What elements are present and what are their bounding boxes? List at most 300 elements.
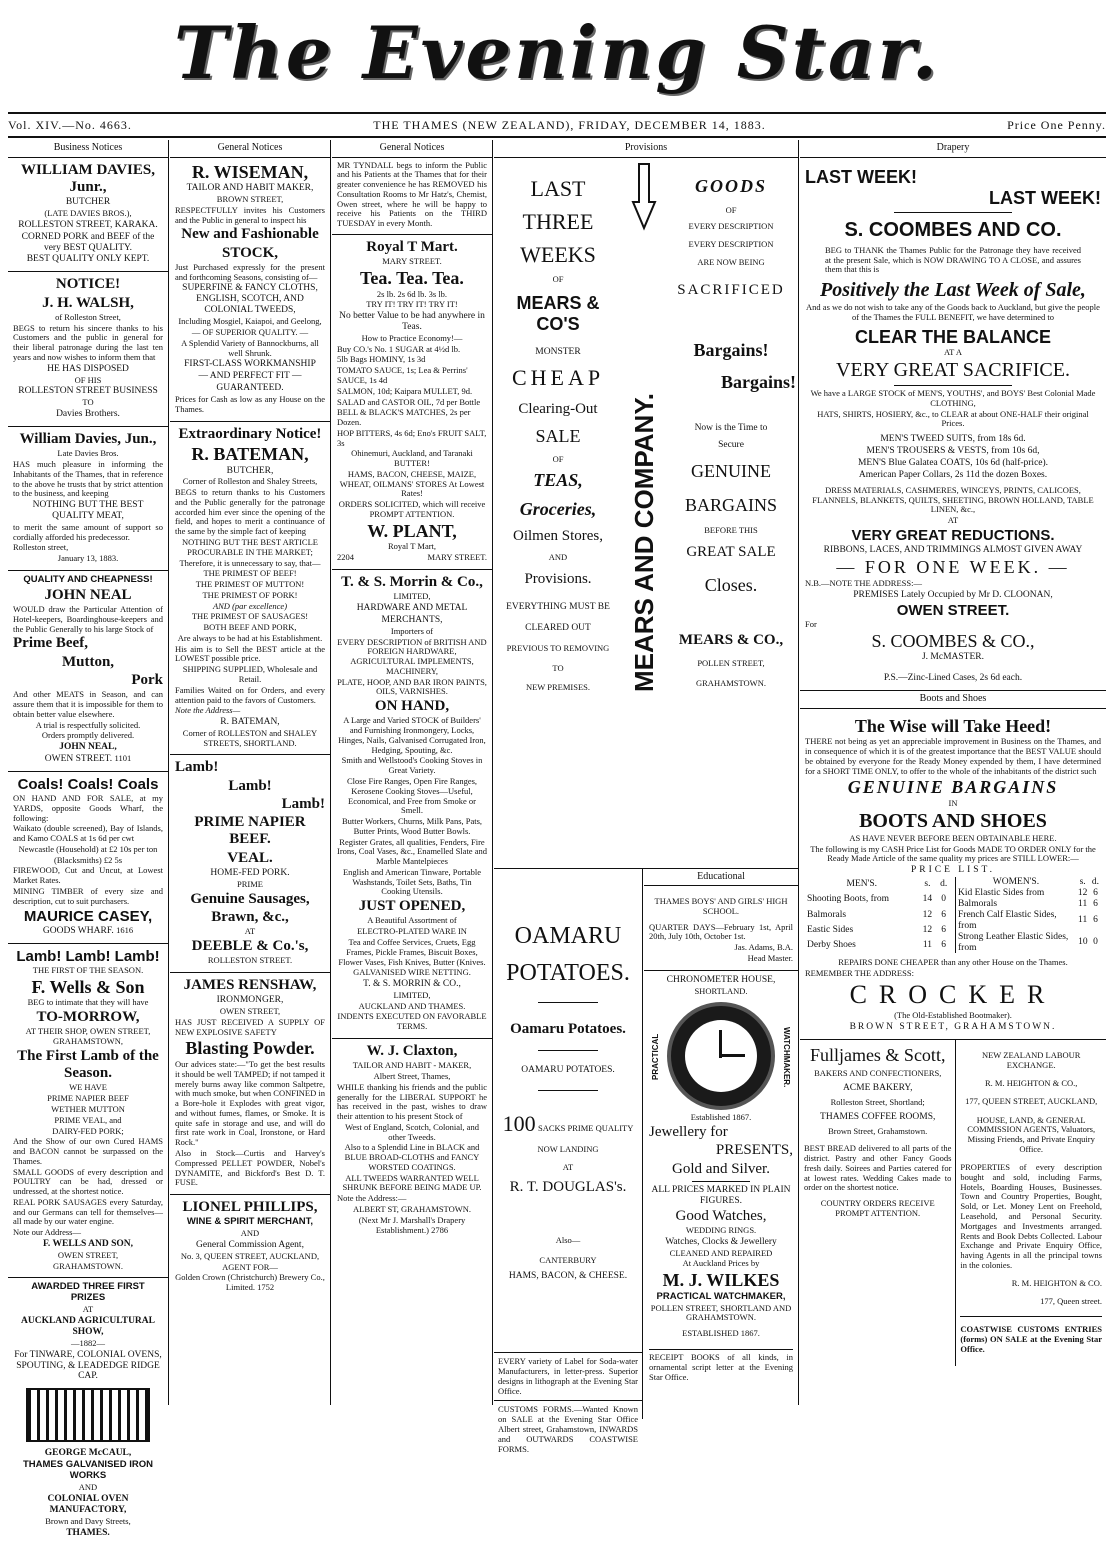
mens-price-table	[805, 877, 951, 953]
ad-text: BEST QUALITY ONLY KEPT.	[26, 254, 150, 265]
ad-bateman	[170, 422, 330, 756]
ad-text: PRACTICAL WATCHMAKER,	[656, 1290, 786, 1302]
ad-text: Head Master.	[747, 952, 793, 963]
ad-text: AS HAVE NEVER BEFORE BEEN OBTAINABLE HERE.	[849, 832, 1057, 843]
ad-text: BEGS to return his sincere thanks to his Customers and the public in general for their liberal patronage during the last ten years and now wishes to inform them that	[13, 322, 163, 362]
ad-text: POLLEN STREET,	[697, 658, 765, 669]
ad-text	[337, 553, 487, 563]
ad-heading: S. COOMBES & CO.,	[871, 630, 1035, 651]
ad-heading: SACRIFICED	[677, 282, 785, 299]
table-cell: Derby Shoes	[807, 940, 856, 951]
ad-text: AND	[548, 552, 568, 563]
table-cell: French Calf Elastic Sides, from	[958, 909, 1057, 931]
ad-text: Buy CO.'s No. 1 SUGAR at 4½d lb.	[337, 343, 461, 354]
table-cell: Shooting Boots, from	[807, 894, 890, 905]
ad-heading: Fulljames & Scott,	[809, 1044, 946, 1065]
ad-text: HAS much pleasure in informing the Inhabitants of the Thames, that in reference to the above he trusts that by strict attention to the business, and keeping	[13, 459, 163, 499]
ad-heading: Lamb!	[228, 777, 272, 794]
ad-text: Butter Workers, Churns, Milk Pans, Pats, Butter Prints, Wood Butter Bowls.	[341, 816, 483, 836]
ad-text: COUNTRY ORDERS RECEIVE PROMPT ATTENTION.	[820, 1198, 935, 1218]
ad-wells-son	[8, 944, 168, 1279]
ad-heading: Positively the Last Week of Sale,	[820, 279, 1086, 302]
ad-heading: STOCK,	[222, 244, 278, 261]
table-cell: Balmorals	[958, 898, 998, 909]
ad-text: MARY STREET.	[382, 256, 442, 267]
ad-text: EVERY DESCRIPTION of BRITISH AND FOREIGN HARDWARE, AGRICULTURAL IMPLEMENTS, MACHINERY,	[337, 636, 487, 676]
ad-text: OWEN STREET,	[219, 1006, 281, 1017]
ad-text: AGENT FOR—	[222, 1261, 278, 1272]
ad-text: Albert Street, Thames,	[373, 1071, 451, 1082]
ad-number: 1616	[116, 924, 134, 935]
column-business-notices	[8, 140, 169, 1538]
ad-text: POLLEN STREET, SHORTLAND AND GRAHAMSTOWN.	[650, 1302, 792, 1323]
ad-davies-butcher	[8, 158, 168, 273]
ad-heading: WEEKS	[520, 242, 596, 268]
divider	[494, 1400, 642, 1401]
ad-text: THE PRIMEST OF BEEF!	[203, 568, 297, 579]
ad-text: OF	[552, 453, 564, 464]
ad-text: WE HAVE	[69, 1082, 107, 1093]
ad-text: General Commission Agent,	[196, 1240, 304, 1250]
ad-text: WINE & SPIRIT MERCHANT,	[186, 1216, 314, 1228]
table-cell: Strong Leather Elastic Sides, from	[958, 931, 1069, 953]
section-header: Educational	[644, 869, 798, 887]
ad-side-label: PRACTICAL	[651, 1034, 660, 1081]
ad-text: Tea and Coffee Services, Cruets, Egg Frames, Pickle Frames, Biscuit Boxes, Flower Vases, Fish Knives, Butter (Knives.	[338, 936, 486, 967]
ad-heading: ACME BAKERY,	[842, 1083, 913, 1093]
ad-heading: PRESENTS,	[715, 1142, 793, 1159]
divider	[538, 1002, 597, 1003]
ad-text: EVERY DESCRIPTION	[688, 239, 774, 250]
mears-right-panel	[666, 162, 796, 689]
ad-text: AUCKLAND AGRICULTURAL SHOW,	[21, 1316, 155, 1337]
ad-text: ORDERS SOLICITED, which will receive PROMPT ATTENTION.	[338, 499, 486, 519]
ad-text: 2s lb. 2s 6d lb. 3s lb.	[376, 288, 448, 299]
ad-text: WEDDING RINGS.	[685, 1224, 757, 1235]
ad-text: For TINWARE, COLONIAL OVENS, SPOUTING, & LEADEDGE RIDGE CAP.	[14, 1349, 162, 1382]
ad-text: ON HAND AND FOR SALE, at my YARDS, opposite Goods Wharf, the following:	[13, 793, 163, 823]
ad-text: 177, QUEEN STREET, AUCKLAND,	[965, 1096, 1098, 1107]
ad-text: THE FIRST OF THE SEASON.	[32, 964, 144, 975]
ad-heading: Oamaru Potatoes.	[510, 1020, 626, 1037]
table-cell: 0	[941, 894, 947, 905]
ad-text: Secure	[718, 439, 744, 450]
table-row	[956, 910, 1102, 932]
column-provisions	[494, 140, 799, 1454]
ad-text: Also—	[555, 1234, 581, 1245]
ad-text: of Rolleston Street,	[55, 311, 121, 322]
ad-text: SALMON, 10d; Kaipara MULLET, 9d.	[337, 385, 473, 396]
ad-address: MARY STREET.	[427, 552, 487, 563]
ad-text: Rolleston Street, Shortland;	[830, 1096, 925, 1107]
ad-heading: CHEAP	[511, 365, 605, 391]
ad-text: CORNED PORK and BEEF of the very BEST QUALITY.	[21, 231, 155, 253]
ad-text: Watches, Clocks & Jewellery	[665, 1236, 777, 1247]
ad-text: R. M. HEIGHTON & CO.	[1011, 1278, 1102, 1289]
ad-heading: OWEN STREET.	[896, 601, 1010, 619]
ad-text: BUTCHER	[65, 197, 111, 207]
ad-text: PREVIOUS TO REMOVING	[506, 642, 610, 653]
ad-heading: THAMES GALVANISED IRON WORKS	[22, 1459, 153, 1482]
table-header: WOMEN'S.	[992, 876, 1040, 887]
ad-heading: GENUINE BARGAINS	[847, 777, 1059, 798]
column-educational	[644, 869, 798, 1389]
ad-heading: M. J. WILKES	[662, 1270, 780, 1291]
ad-text: BROWN STREET,	[216, 194, 284, 205]
ad-address: OWEN STREET.	[44, 753, 113, 764]
ad-heading: GEORGE McCAUL,	[44, 1448, 132, 1459]
ad-heading: J. H. WALSH,	[42, 294, 134, 311]
ad-text: JOHN NEAL,	[59, 742, 117, 753]
ad-text: EVERY variety of Label for Soda-water Manufacturers, in letter-press. Superior designs in lithograph at the Evening Star Office.	[498, 1356, 638, 1396]
ad-heading: William Davies, Jun.,	[19, 431, 157, 447]
ad-text: GRAHAMSTOWN.	[696, 677, 766, 688]
ad-text: NOTHING BUT THE BEST ARTICLE PROCURABLE IN THE MARKET;	[182, 537, 318, 557]
ad-heading: GREAT SALE	[686, 543, 776, 560]
ad-text: VEAL.	[227, 849, 273, 866]
ad-text: American Paper Collars, 2s 11d the dozen Boxes.	[858, 469, 1048, 480]
ad-text: We have a LARGE STOCK of MEN'S, YOUTHS', and BOYS' Best Colonial Made CLOTHING,	[810, 388, 1096, 408]
ad-heading: Lamb!	[175, 759, 219, 776]
ad-text: to merit the same amount of support so cordially afforded his predecessor.	[13, 521, 163, 542]
ad-plant-royal-t-mart	[332, 235, 492, 570]
ad-tyndall: MR TYNDALL begs to inform the Public and his Patients at the Thames that for their greater convenience he has REMOVED his Consultation Rooms to Mr Hatz's, Chemist, Owen street, where he will be happy to receive his Patients on the THIRD TUESDAY in every Month.	[332, 158, 492, 235]
ad-text	[337, 1216, 487, 1236]
ad-text: No. 3, QUEEN STREET, AUCKLAND,	[180, 1250, 320, 1261]
ad-text: RESPECTFULLY invites his Customers and the Public in general to inspect his	[175, 204, 325, 225]
ad-text: RIBBONS, LACES, AND TRIMMINGS ALMOST GIVEN AWAY	[823, 545, 1083, 556]
ad-text: Also to a Splendid Line in BLACK and BLUE BROAD-CLOTHS and FANCY WORSTED COATINGS.	[344, 1142, 480, 1172]
ad-text: Our advices state:—"To get the best results it should be well TAMPED; if not tamped it merely burns away like common Saltpetre, with much smoke, but when CONFINED in a Bore-hole it Explodes with great vigor, and without fumes, flames, or Smoke. It is quite safe in storage and use, and will do first rate work in Coal, Ironstone, or Hard Rock."	[175, 1059, 325, 1148]
ad-number: 1101	[114, 752, 132, 763]
price-list	[805, 877, 1101, 953]
ad-coombes	[800, 158, 1106, 692]
ad-text	[494, 1111, 642, 1136]
ad-text: Clearing-Out	[518, 400, 598, 417]
ad-text	[13, 754, 163, 765]
dateline	[8, 112, 1106, 138]
ad-text: T. & S. MORRIN & CO.,	[363, 979, 461, 990]
ad-text: For	[805, 618, 817, 629]
ad-deeble	[170, 755, 330, 972]
ad-text: OF	[552, 274, 564, 285]
ad-text: THERE not being as yet an appreciable improvement in Business on the Thames, and in consequence of which it is of the greatest importance that the BEST VALUE should be obtained by everyone for the Ready Money expended by them, I have determined for a SHORT TIME ONLY, to offer to the whole of the inhabitants of the district such	[805, 736, 1101, 776]
ad-text: AND (par excellence)	[212, 600, 288, 611]
ad-text: BUTCHER,	[226, 465, 274, 476]
ad-text: OAMARU POTATOES.	[521, 1064, 615, 1075]
ad-text: CLEANED AND REPAIRED	[669, 1247, 773, 1258]
ad-text: AT	[562, 1161, 574, 1172]
ad-text: THAMES.	[66, 1527, 110, 1538]
ad-text: Including Mosgiel, Kaiapoi, and Geelong,	[178, 316, 322, 327]
table-cell: 0	[1093, 937, 1098, 948]
ad-text: DAIRY-FED PORK;	[52, 1125, 124, 1136]
ad-text: GRAHAMSTOWN.	[53, 1260, 123, 1271]
table-cell: Eastic Sides	[807, 925, 854, 935]
ad-text: (The Old-Established Bootmaker).	[894, 1009, 1012, 1020]
ad-text: HOME-FED PORK.	[210, 867, 290, 878]
table-cell: 6	[941, 909, 947, 920]
section-header: Boots and Shoes	[800, 691, 1106, 709]
lower-provisions-section	[494, 869, 798, 1454]
ad-text: AT	[82, 1304, 94, 1315]
table-cell: 6	[941, 940, 947, 951]
ad-text: AND	[240, 1228, 260, 1239]
ad-text: Davies Brothers.	[56, 409, 120, 420]
ad-heading: CROCKER	[849, 979, 1057, 1009]
ad-text: Late Davies Bros.	[57, 448, 119, 459]
table-cell: 12	[922, 909, 933, 920]
ad-text: IRONMONGER,	[216, 995, 284, 1006]
ad-text: HAMS, BACON, & CHEESE.	[508, 1271, 628, 1282]
ad-heading: JUST OPENED,	[358, 898, 466, 915]
ad-text: QUARTER DAYS—February 1st, April 20th, July 10th, October 1st.	[649, 921, 793, 942]
ad-text: EVERY DESCRIPTION	[688, 220, 774, 231]
masthead	[0, 0, 1114, 110]
section-header: Provisions	[494, 140, 798, 158]
ad-heading: ON HAND,	[374, 698, 450, 715]
ad-text: Jas. Adams, B.A.	[734, 942, 793, 953]
ad-heading: LAST WEEK!	[805, 166, 917, 187]
table-cell: 12	[1077, 887, 1088, 898]
ad-heading: THAMES COFFEE ROOMS,	[820, 1111, 936, 1122]
ad-text: BAKERS AND CONFECTIONERS,	[814, 1068, 942, 1079]
womens-price-table	[955, 877, 1101, 953]
ad-text: THE PRIMEST OF SAUSAGES!	[191, 611, 309, 622]
ad-heading: Bargains!	[720, 372, 796, 393]
clock-illustration-block	[649, 1002, 793, 1112]
ad-heading: WILLIAM DAVIES, Junr.,	[21, 161, 155, 195]
ad-text: AND	[78, 1482, 98, 1493]
ad-text: TOMATO SAUCE, 1s; Lea & Perrins' SAUCE, 1s 4d	[337, 365, 468, 385]
ad-text	[13, 926, 163, 937]
ad-text: REPAIRS DONE CHEAPER than any other House on the Thames.	[838, 957, 1068, 968]
ad-text: ALL TWEEDS WARRANTED WELL SHRUNK BEFORE BEING MADE UP.	[342, 1172, 482, 1193]
ad-heading: Jewellery for	[649, 1124, 728, 1141]
ad-heading: THREE	[522, 208, 594, 234]
ad-text: Note our Address—	[13, 1227, 81, 1238]
ad-heading: MAURICE CASEY,	[23, 907, 153, 925]
ad-claxton	[332, 1039, 492, 1241]
table-row	[805, 938, 951, 953]
ad-text: Royal T Mart,	[387, 541, 437, 552]
ad-text: BROWN STREET, GRAHAMSTOWN.	[849, 1021, 1057, 1032]
ad-heading: Lamb! Lamb! Lamb!	[16, 947, 160, 965]
ad-text: THE PRIMEST OF MUTTON!	[195, 579, 305, 590]
ad-text: LIMITED,	[393, 591, 431, 602]
ad-heading: Lamb!	[281, 795, 325, 812]
ad-heading: CHRONOMETER HOUSE,	[666, 974, 776, 985]
ad-text: PRIME NAPIER BEEF	[47, 1093, 129, 1104]
table-header: MEN'S.	[846, 879, 877, 890]
ad-text: Ohinemuri, Auckland, and Taranaki BUTTER!	[351, 448, 473, 469]
ad-text: OF	[725, 205, 737, 216]
ad-text: MEN'S Blue Galatea COATS, 10s 6d (half-price).	[857, 458, 1049, 469]
ad-walsh-notice	[8, 272, 168, 427]
ad-text: HOP BITTERS, 4s 6d; Eno's FRUIT SALT, 3s	[337, 427, 487, 448]
price: Price One Penny.	[1007, 117, 1106, 132]
ad-text: PROPERTIES of every description bought and sold, including Farms, Hotels, Boarding Houses, Businesses. Town and Country Properties, Bought, Sold, or Let. Money Lent on Freehold, Leasehold, and Personal Security. Mortgages and Investments arranged. Rents and Book Debts Collected. Labour Exchange and Private Enquiry Office, having Agents in all the principal towns in the colonies.	[960, 1162, 1102, 1270]
ad-text: REMEMBER THE ADDRESS:	[805, 968, 914, 979]
ad-text: ROLLESTON STREET BUSINESS	[18, 386, 158, 397]
ad-heading: NOTICE!	[55, 276, 121, 293]
ad-heading: CLEAR THE BALANCE	[855, 326, 1051, 347]
ad-high-school	[644, 886, 798, 971]
ad-text: A Large and Varied STOCK of Builders' and Furnishing Ironmongery, Locks, Hinges, Nails, Galvanised Corrugated Iron, Hedging, Spouting, &c.	[338, 715, 486, 755]
ad-text: BEST BREAD delivered to all parts of the district. Pastry and other Fancy Goods fresh daily. Soirees and Parties catered for at lowest rates. Wedding Cakes made to order on the shortest notice.	[804, 1143, 952, 1193]
table-cell: 6	[941, 925, 947, 935]
ad-heading: BARGAINS	[684, 495, 777, 516]
ad-heighton-labour-exchange	[956, 1040, 1106, 1366]
mears-vertical-panel	[626, 162, 662, 862]
ad-quantity: 100	[502, 1110, 536, 1136]
section-header: General Notices	[170, 140, 330, 158]
ad-text: Also in Stock—Curtis and Harvey's Compressed PELLET POWDER, Nobel's DYNAMITE, and Bickford's Best D. T. FUSE.	[175, 1148, 325, 1188]
table-cell: 6	[1093, 915, 1098, 926]
table-cell: 11	[1078, 915, 1088, 926]
ad-oamaru-potatoes	[494, 869, 643, 1454]
place-date: THE THAMES (NEW ZEALAND), FRIDAY, DECEMBER 14, 1883.	[373, 117, 766, 132]
ad-text: TRY IT! TRY IT! TRY IT!	[366, 299, 458, 310]
ad-text: BEFORE THIS	[704, 525, 758, 536]
colonial-oven-illustration	[26, 1388, 150, 1442]
ad-text: —1882—	[71, 1337, 105, 1348]
ad-text: CUSTOMS FORMS.—Wanted Known on SALE at the Evening Star Office Albert street, Grahamstown, INWARDS and OUTWARDS COASTWISE FORMS.	[498, 1404, 638, 1454]
table-header: s.	[1079, 876, 1086, 887]
ad-text: REAL PORK SAUSAGES every Saturday, and our Germans can tell for themselves—all made by our water engine.	[13, 1196, 163, 1227]
ad-text: Established 1867.	[690, 1112, 752, 1123]
ad-text: A Beautiful Assortment of	[367, 915, 457, 926]
ad-heading: DEEBLE & Co.'s,	[191, 937, 309, 954]
divider	[894, 385, 1012, 386]
ad-maurice-casey	[8, 772, 168, 944]
table-row	[805, 892, 951, 907]
ad-number: 2204	[337, 552, 354, 563]
ad-heading: Blasting Powder.	[185, 1038, 315, 1059]
ad-text: RECEIPT BOOKS of all kinds, in ornamental script letter at the Evening Star Office.	[649, 1352, 793, 1382]
ad-text: Brawn, &c.,	[211, 908, 289, 925]
ad-text: P.S.—Zinc-Lined Cases, 2s 6d each.	[883, 673, 1023, 684]
ad-agency: Golden Crown (Christchurch) Brewery Co., Limited.	[175, 1272, 325, 1293]
ad-text: LIMITED,	[393, 989, 431, 1000]
table-cell: 6	[1093, 887, 1098, 898]
table-cell: 10	[1078, 937, 1088, 948]
table-cell: Kid Elastic Sides from	[958, 887, 1045, 898]
ad-text: Close Fire Ranges, Open Fire Ranges, Kerosene Cooking Stoves—Useful, Economical, and Free from Smoke or Smell.	[346, 776, 478, 816]
ad-text: Now is the Time to	[694, 422, 768, 433]
ad-text: PRIME NAPIER BEEF.	[194, 814, 306, 848]
ad-text: (Blacksmiths) £2 5s	[54, 854, 122, 865]
ad-text: And other MEATS in Season, and can assure them that it is impossible for them to obtain better value elsewhere.	[13, 689, 163, 719]
pointing-hand-icon	[629, 162, 659, 232]
ad-heading: — FOR ONE WEEK. —	[836, 557, 1070, 578]
ad-lionel-phillips	[170, 1195, 330, 1299]
table-cell: 14	[922, 894, 933, 905]
ad-text: January 13, 1883.	[57, 553, 119, 564]
ad-text: HE HAS DISPOSED	[47, 363, 129, 374]
table-row	[805, 908, 951, 923]
ad-address: GOODS WHARF.	[42, 925, 114, 936]
ad-heading: R. WISEMAN,	[191, 161, 309, 182]
ad-mears-co	[494, 158, 798, 869]
ad-heading: Coals! Coals! Coals	[17, 775, 159, 793]
ad-text: Newcastle (Household) at £2 10s per ton	[18, 843, 158, 854]
table-row	[805, 923, 951, 938]
ad-text: MERCHANTS,	[381, 614, 443, 625]
ad-heading: MEARS & CO'S	[516, 293, 600, 334]
ad-text: HAS JUST RECEIVED A SUPPLY OF NEW EXPLOSIVE SAFETY	[175, 1016, 325, 1037]
table-header: d.	[940, 879, 948, 890]
ad-text: SMALL GOODS of every description and POULTRY can be had, dressed or undressed, at the shortest notice.	[13, 1166, 163, 1197]
ad-side-label: WATCHMAKER.	[782, 1027, 791, 1088]
bottom-ads	[800, 1040, 1106, 1366]
ad-text: A trial is respectfully solicited.	[35, 719, 141, 730]
ad-text: Rolleston street,	[13, 542, 69, 553]
ad-heading: NEW ZEALAND LABOUR EXCHANGE.	[981, 1050, 1081, 1070]
ad-text: ELECTRO-PLATED WARE IN	[357, 926, 467, 937]
ad-text: Corner of Rolleston and Shaley Streets,	[182, 476, 318, 487]
ad-john-neal	[8, 571, 168, 772]
ad-text: HAMS, BACON, CHEESE, MAIZE, WHEAT, OILMANS' STORES At Lowest Rates!	[339, 468, 485, 499]
ad-text: Prices for Cash as low as any House on the Thames.	[175, 394, 325, 414]
ad-heading: The Wise will Take Heed!	[854, 715, 1052, 736]
ad-number: 2786	[431, 1224, 449, 1235]
ad-text: THE PRIMEST OF PORK!	[202, 589, 298, 600]
ad-text: A Splendid Variety of Bannockburns, all well Shrunk.	[181, 337, 319, 358]
ad-text	[175, 1273, 325, 1293]
ad-text: His aim is to Sell the BEST article at the LOWEST possible price.	[175, 643, 325, 664]
ad-text: Waikato (double screened), Bay of Islands, and Kamo COALS at 1s 6d per cwt	[13, 823, 163, 844]
ad-fulljames-scott	[800, 1040, 956, 1366]
ad-text: ALL PRICES MARKED IN PLAIN FIGURES.	[651, 1184, 791, 1206]
ad-text: TAILOR AND HABIT - MAKER,	[352, 1060, 472, 1071]
ad-george-mccaul	[8, 1278, 168, 1544]
ad-heading: AWARDED THREE FIRST PRIZES	[31, 1281, 145, 1304]
divider	[894, 212, 1012, 213]
ad-text: SUPERFINE & FANCY CLOTHS, ENGLISH, SCOTCH, AND COLONIAL TWEEDS,	[182, 283, 318, 316]
ad-text: TO	[82, 397, 94, 408]
ad-text: Are always to be had at his Establishment.	[177, 632, 323, 643]
ad-heading: POTATOES.	[506, 960, 630, 987]
ad-text: Oilmen Stores,	[513, 527, 603, 544]
ad-note: (Next Mr J. Marshall's Drapery Establishment.)	[358, 1214, 466, 1235]
ad-heading: OAMARU	[514, 922, 622, 949]
ad-text: OWEN STREET,	[57, 1249, 119, 1260]
column-general-notices-2	[332, 140, 493, 1405]
ad-heading: Gold and Silver.	[672, 1160, 770, 1177]
section-header: General Notices	[332, 140, 492, 158]
ad-text: West of England, Scotch, Colonial, and other Tweeds.	[345, 1121, 479, 1142]
ad-heading: MEARS & CO.,	[678, 631, 784, 648]
ad-number: 1752	[257, 1282, 275, 1293]
ad-text: NOW LANDING	[537, 1143, 599, 1154]
table-cell: 11	[1078, 898, 1088, 909]
ad-text: HOUSE, LAND, & GENERAL COMMISSION AGENTS, Valuators, Missing Friends, and Private Enquiry Office.	[967, 1114, 1096, 1154]
ad-text: (LATE DAVIES BROS.),	[44, 207, 132, 218]
ad-text: COLONIAL OVEN MANUFACTORY,	[47, 1493, 129, 1515]
divider	[538, 1050, 597, 1051]
ad-text: SHORTLAND.	[694, 985, 748, 996]
column-general-notices-1	[170, 140, 331, 1405]
mears-left-panel	[494, 162, 622, 694]
ad-heading: Extraordinary Notice!	[178, 425, 322, 442]
ad-text: ROLLESTON STREET.	[207, 955, 293, 966]
ad-text: NOTHING BUT THE BEST QUALITY MEAT,	[32, 500, 144, 521]
ad-text: TO	[552, 662, 564, 673]
ad-text: Orders promptly delivered.	[41, 730, 135, 741]
ad-text: GALVANISED WIRE NETTING.	[353, 967, 471, 978]
ad-text: BEG to intimate that they will have	[27, 997, 149, 1008]
